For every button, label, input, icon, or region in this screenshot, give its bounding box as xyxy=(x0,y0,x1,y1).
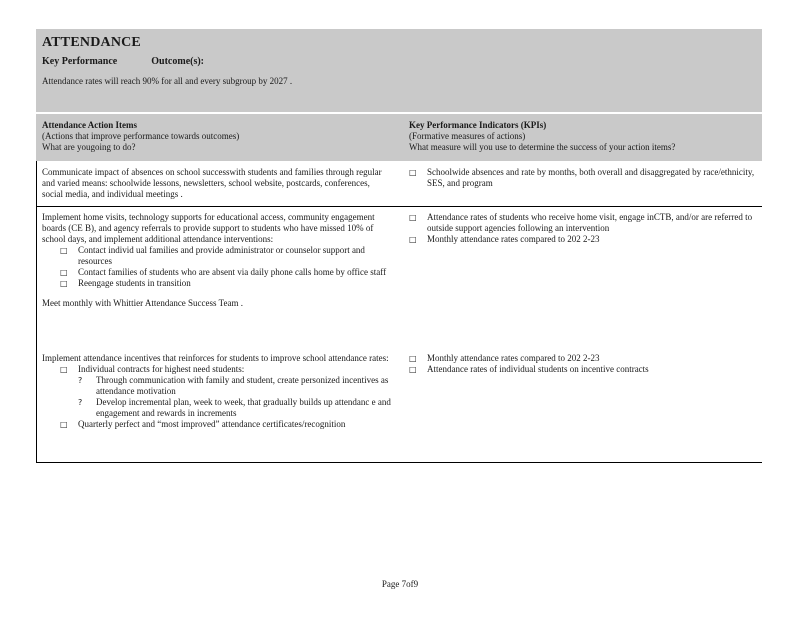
kpi-text: Monthly attendance rates compared to 202 2-23 xyxy=(427,353,600,363)
kpi-text: Schoolwide absences and rate by months, both overall and disaggregated by race/ethnicity, SES, and program xyxy=(427,167,755,188)
row2-action-cell xyxy=(42,212,392,309)
list-item xyxy=(60,245,392,267)
action-bullet-text: Reengage students in transition xyxy=(78,278,191,288)
right-column-subtitle-1: (Formative measures of actions) xyxy=(409,131,526,141)
bullet-icon: □ xyxy=(409,365,417,374)
right-column-title: Key Performance Indicators (KPIs) xyxy=(409,120,547,130)
kpo-label-part2: Outcome(s): xyxy=(151,56,205,67)
left-column-header xyxy=(42,120,392,153)
row2-action-after: Meet monthly with Whittier Attendance Success Team . xyxy=(42,298,243,308)
row-divider xyxy=(36,206,762,207)
action-sub-bullet-text: Develop incremental plan, week to week, that gradually builds up attendanc e and engagement and rewards in increments xyxy=(96,397,391,418)
left-column-subtitle-1: (Actions that improve performance towards outcomes) xyxy=(42,131,240,141)
row2-action-intro: Implement home visits, technology supports for educational access, community engagement boards (CE B), and agency referrals to provide support to students who have missed 10% of school days, and implement additional attendance interventions: xyxy=(42,212,375,244)
sub-bullet-icon: ? xyxy=(78,376,83,385)
page-number: Page 7of9 xyxy=(381,579,419,589)
kpi-text: Attendance rates of individual students on incentive contracts xyxy=(427,364,649,374)
list-item xyxy=(409,212,759,234)
list-item xyxy=(78,397,392,419)
table-bottom-border xyxy=(36,462,762,463)
bullet-icon: □ xyxy=(60,365,68,374)
outcome-text: Attendance rates will reach 90% for all and every subgroup by 2027 . xyxy=(42,76,293,86)
kpi-text: Attendance rates of students who receive home visit, engage inCTB, and/or are referred to outside support agencies following an intervention xyxy=(427,212,753,233)
left-column-title: Attendance Action Items xyxy=(42,120,137,130)
list-item xyxy=(78,375,392,397)
right-column-header xyxy=(409,120,759,153)
bullet-icon: □ xyxy=(409,213,417,222)
bullet-icon: □ xyxy=(60,420,68,429)
list-item xyxy=(60,278,392,289)
row3-kpi-cell xyxy=(409,353,759,375)
list-item xyxy=(409,353,759,364)
bullet-icon: □ xyxy=(409,168,417,177)
list-item xyxy=(409,364,759,375)
action-bullet-text: Contact individ ual families and provide administrator or counselor support and resources xyxy=(78,245,365,266)
row2-kpi-cell xyxy=(409,212,759,245)
row1-action-text: Communicate impact of absences on school successwith students and families through regular and varied means: schoolwide lessons, newsletters, school website, postcards, conferences, social media, and individual meetings . xyxy=(42,167,382,199)
section-title: ATTENDANCE xyxy=(42,35,141,50)
kpi-text: Monthly attendance rates compared to 202 2-23 xyxy=(427,234,600,244)
right-column-subtitle-2: What measure will you use to determine the success of your action items? xyxy=(409,142,676,152)
section-header xyxy=(36,29,762,112)
list-item xyxy=(60,419,392,430)
action-sub-bullet-text: Through communication with family and student, create personized incentives as attendance motivation xyxy=(96,375,389,396)
action-bullet-text: Quarterly perfect and “most improved” attendance certificates/recognition xyxy=(78,419,346,429)
action-bullet-text: Contact families of students who are absent via daily phone calls home by office staff xyxy=(78,267,387,277)
kpo-label-part1: Key Performance xyxy=(42,56,118,67)
row3-action-cell xyxy=(42,353,392,430)
list-item xyxy=(409,234,759,245)
row3-action-intro: Implement attendance incentives that reinforces for students to improve school attendance rates: xyxy=(42,353,389,363)
sub-bullet-icon: ? xyxy=(78,398,83,407)
bullet-icon: □ xyxy=(409,235,417,244)
bullet-icon: □ xyxy=(60,246,68,255)
row1-kpi-cell xyxy=(409,167,759,189)
list-item xyxy=(60,364,392,375)
left-column-subtitle-2: What are yougoing to do? xyxy=(42,142,136,152)
list-item xyxy=(409,167,759,189)
bullet-icon: □ xyxy=(409,354,417,363)
bullet-icon: □ xyxy=(60,279,68,288)
action-bullet-text: Individual contracts for highest need students: xyxy=(78,364,245,374)
table-header xyxy=(36,114,762,161)
bullet-icon: □ xyxy=(60,268,68,277)
row1-action-cell xyxy=(42,167,392,200)
kpo-label xyxy=(42,56,204,67)
list-item xyxy=(60,267,392,278)
